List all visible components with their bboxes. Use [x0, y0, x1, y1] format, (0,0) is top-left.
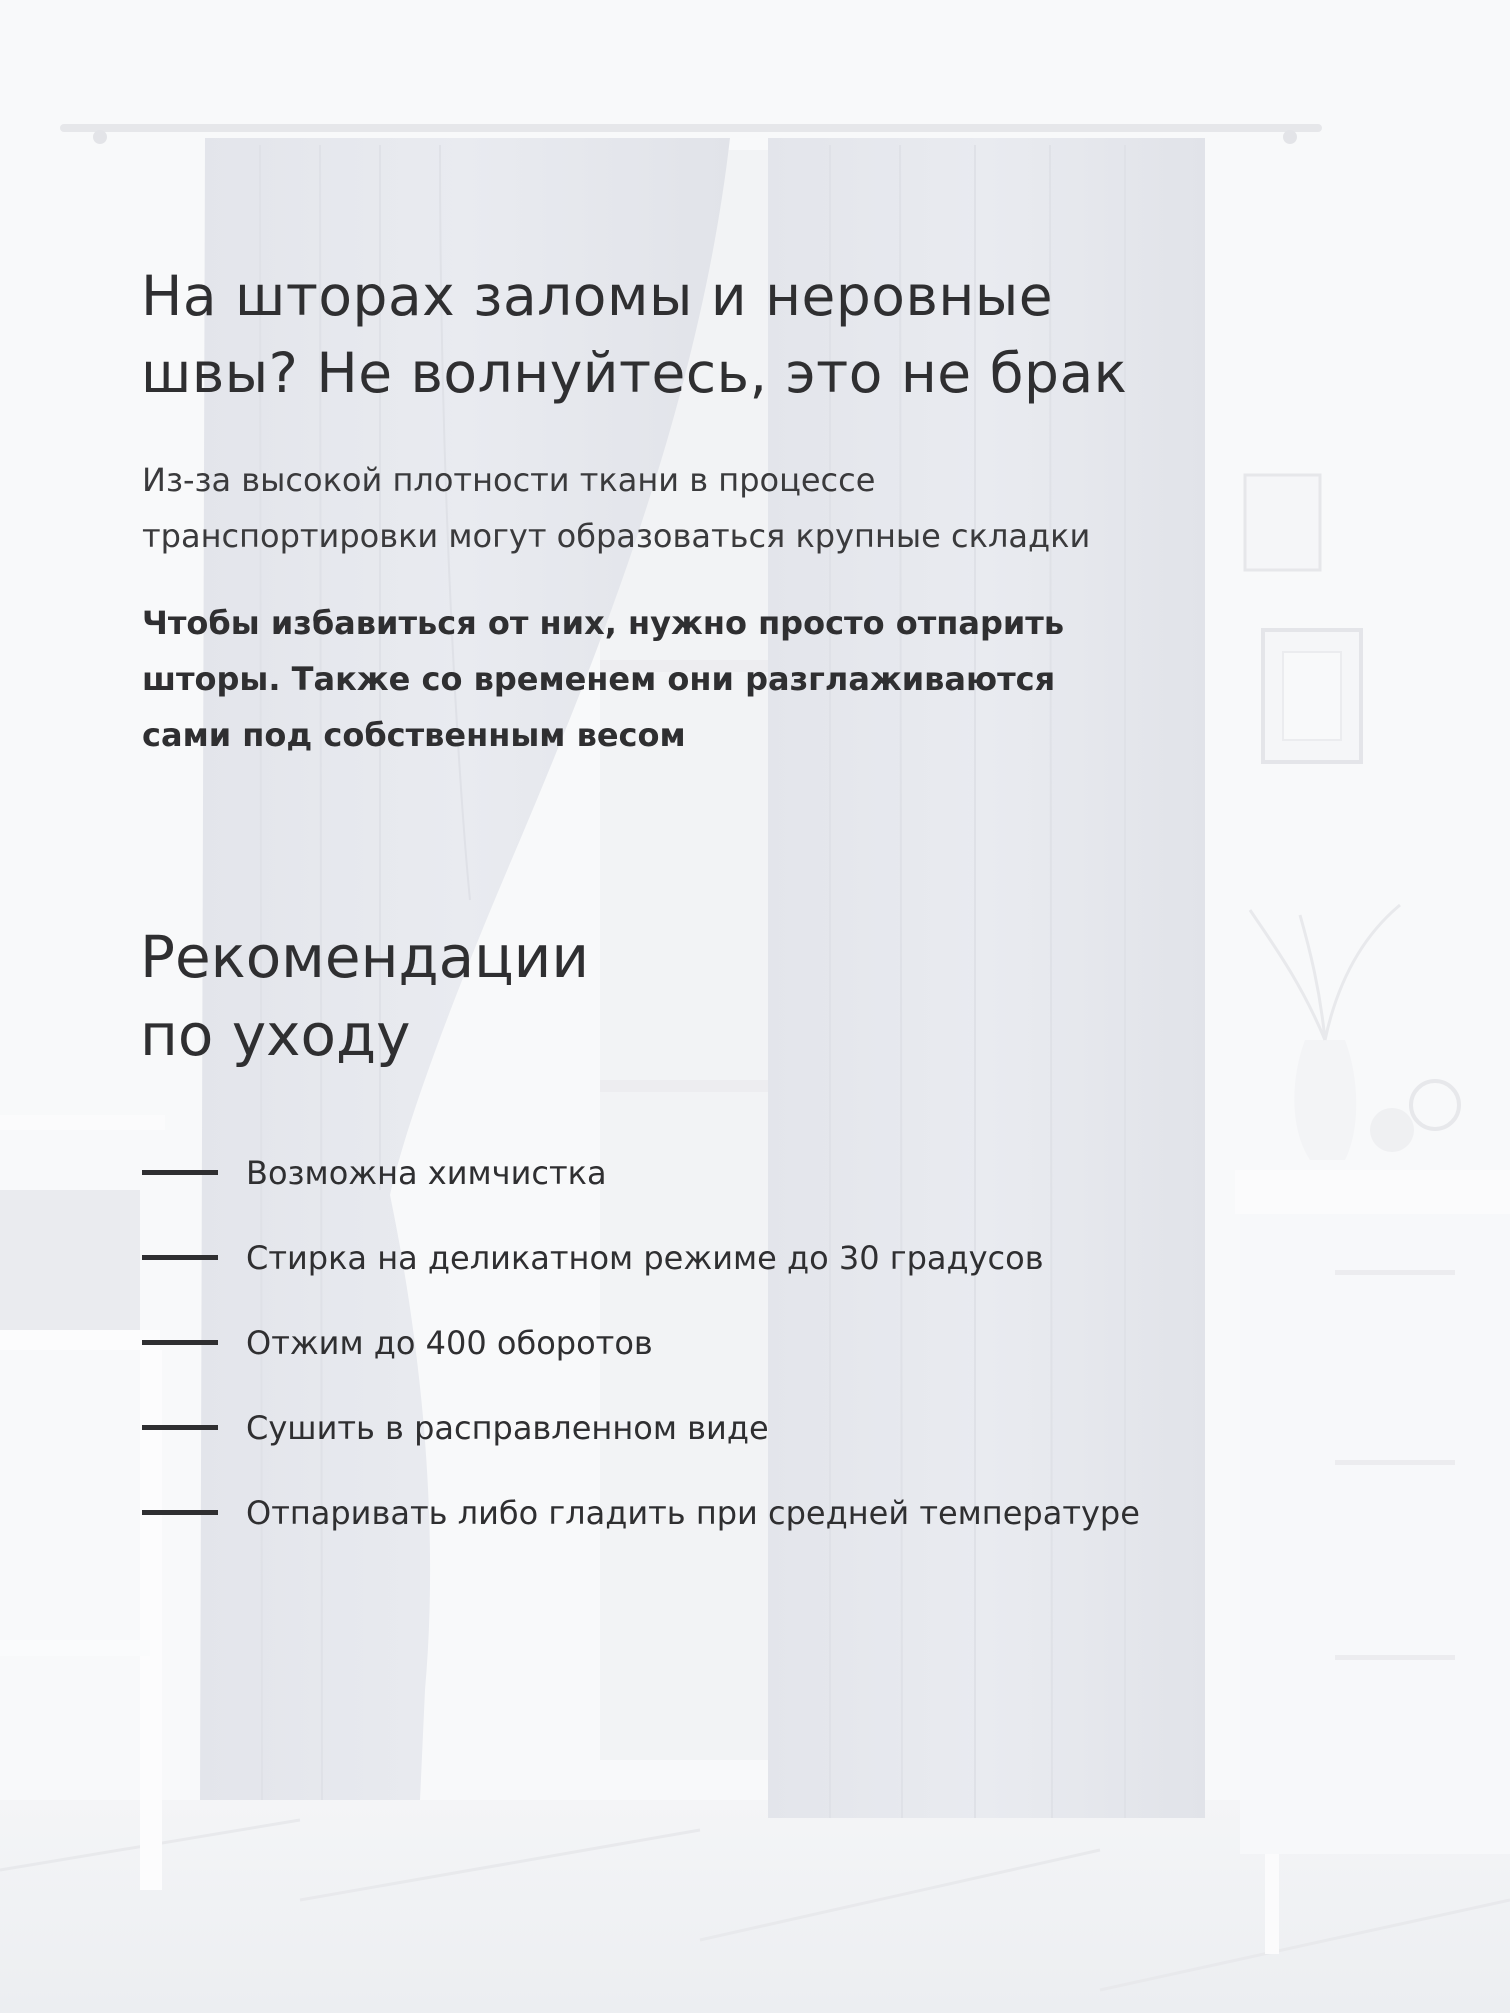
care-item — [142, 1215, 1392, 1300]
care-title-line: по уходу — [140, 1001, 411, 1069]
care-item — [142, 1385, 1392, 1470]
steam-note-line: Чтобы избавиться от них, нужно просто отпарить — [142, 604, 1065, 642]
steam-note-line: шторы. Также со временем они разглаживаются — [142, 660, 1056, 698]
dash-marker — [142, 1510, 218, 1515]
care-title — [140, 918, 1040, 1074]
headline — [141, 258, 1341, 412]
dash-marker — [142, 1170, 218, 1175]
dash-marker — [142, 1340, 218, 1345]
care-item — [142, 1130, 1392, 1215]
intro-text — [142, 452, 1342, 564]
dash-marker — [142, 1255, 218, 1260]
care-title-line: Рекомендации — [140, 923, 590, 991]
intro-line: Из-за высокой плотности ткани в процессе — [142, 461, 876, 499]
dash-marker — [142, 1425, 218, 1430]
intro-line: транспортировки могут образоваться крупные складки — [142, 517, 1091, 555]
care-list — [142, 1130, 1392, 1555]
headline-line: швы? Не волнуйтесь, это не брак — [141, 341, 1128, 405]
care-item-text: Возможна химчистка — [246, 1153, 607, 1192]
care-item-text: Сушить в расправленном виде — [246, 1408, 769, 1447]
care-item — [142, 1300, 1392, 1385]
care-item-text: Отжим до 400 оборотов — [246, 1323, 653, 1362]
care-item — [142, 1470, 1392, 1555]
care-item-text: Отпаривать либо гладить при средней температуре — [246, 1493, 1140, 1532]
headline-line: На шторах заломы и неровные — [141, 264, 1054, 328]
steam-note — [142, 595, 1342, 763]
care-item-text: Стирка на деликатном режиме до 30 градусов — [246, 1238, 1044, 1277]
steam-note-line: сами под собственным весом — [142, 716, 686, 754]
